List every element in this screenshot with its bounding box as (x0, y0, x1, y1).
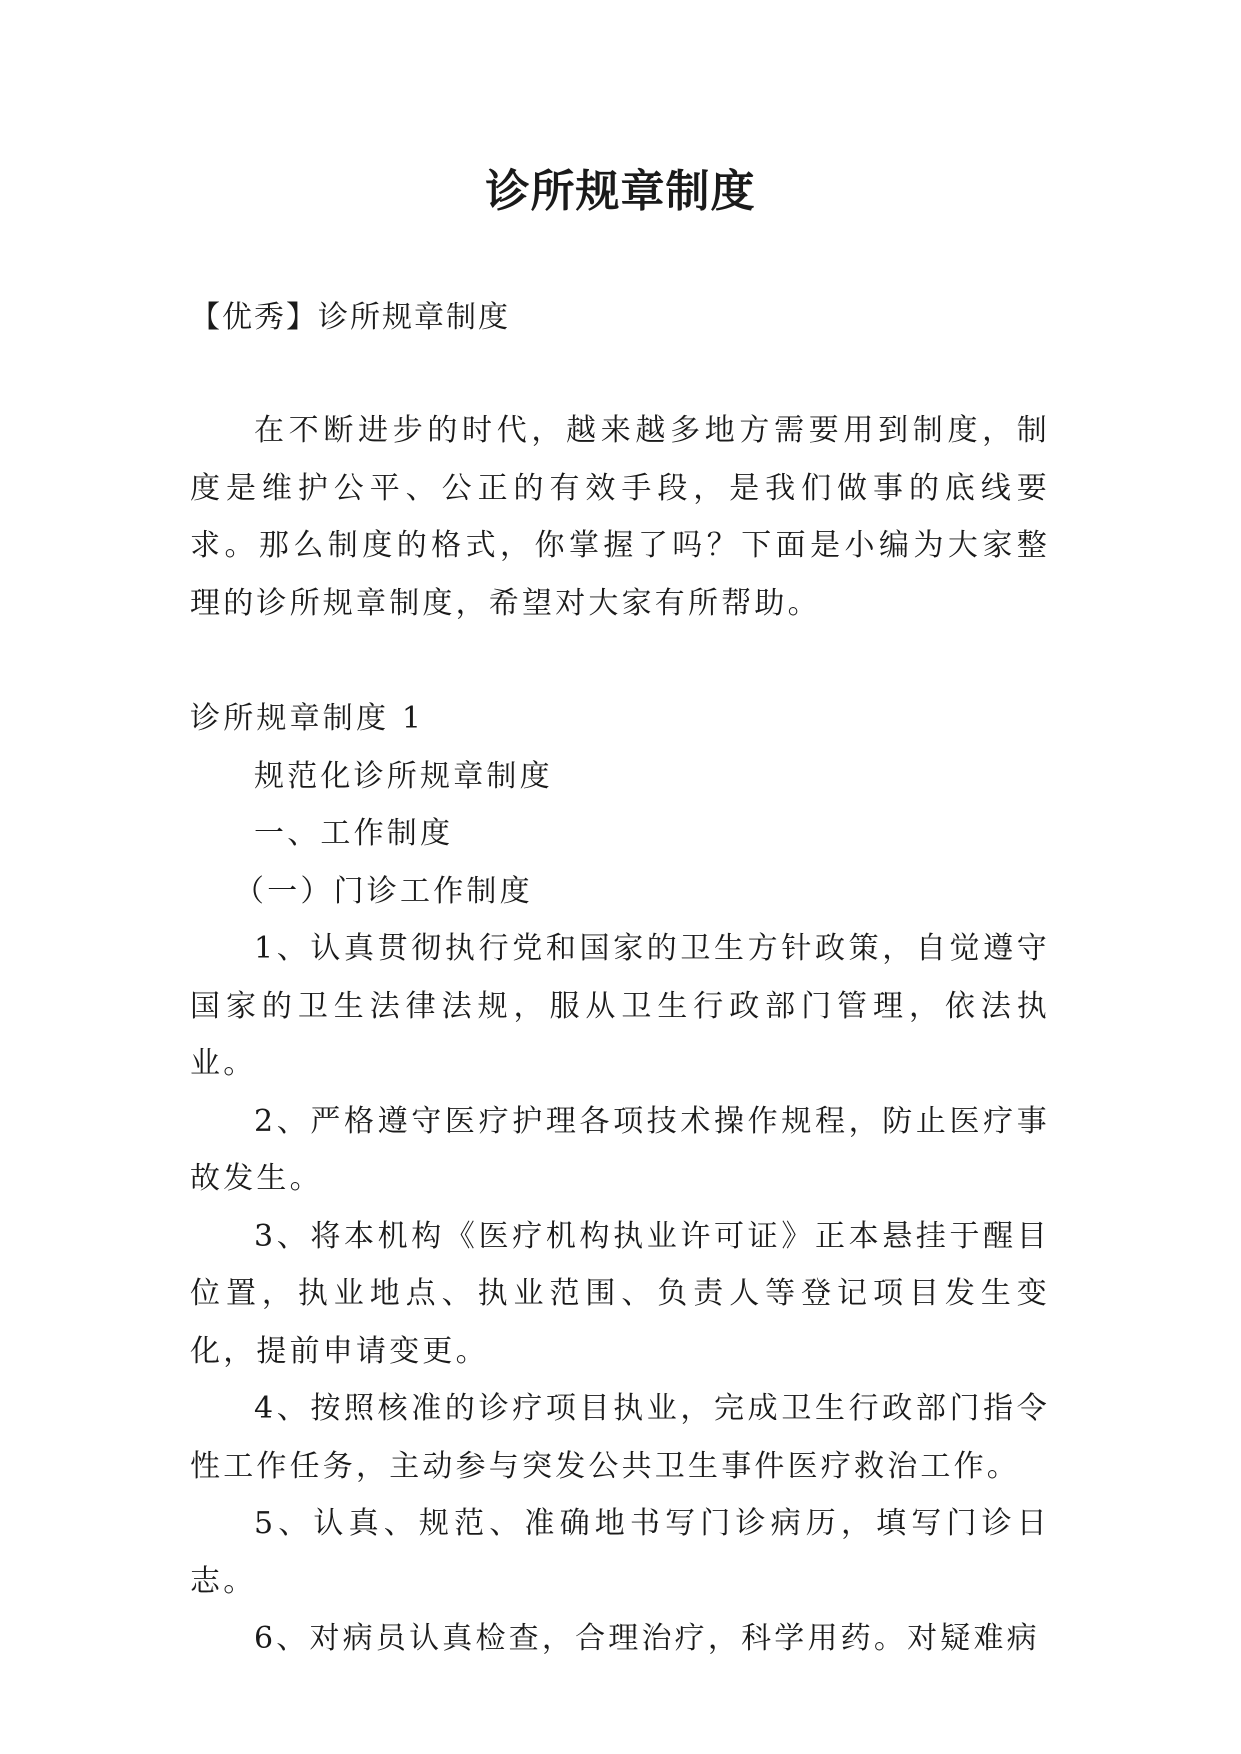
list-item: 4、按照核准的诊疗项目执业，完成卫生行政部门指令性工作任务，主动参与突发公共卫生事件医疗救治工作。 (190, 1391, 1050, 1484)
section-line: （一）门诊工作制度 (234, 873, 533, 909)
list-item: 3、将本机构《医疗机构执业许可证》正本悬挂于醒目位置，执业地点、执业范围、负责人等登记项目发生变化，提前申请变更。 (190, 1218, 1050, 1369)
list-item: 6、对病员认真检查，合理治疗，科学用药。对疑难病 (254, 1621, 1040, 1656)
list-item: 1、认真贯彻执行党和国家的卫生方针政策，自觉遵守国家的卫生法律法规，服从卫生行政部门管理，依法执业。 (190, 931, 1050, 1081)
intro-block (190, 402, 1050, 632)
document-title: 诊所规章制度 (485, 166, 756, 217)
section-1-block (190, 690, 1050, 1668)
section-line: 一、工作制度 (254, 816, 454, 851)
intro-paragraph: 在不断进步的时代，越来越多地方需要用到制度，制度是维护公平、公正的有效手段，是我们做事的底线要求。那么制度的格式，你掌握了吗？下面是小编为大家整理的诊所规章制度，希望对大家有所帮助。 (190, 413, 1050, 621)
list-item: 2、严格遵守医疗护理各项技术操作规程，防止医疗事故发生。 (190, 1103, 1050, 1196)
section-line: 规范化诊所规章制度 (254, 758, 553, 794)
list-item: 5、认真、规范、准确地书写门诊病历，填写门诊日志。 (190, 1506, 1050, 1599)
document-subtitle: 【优秀】诊所规章制度 (190, 300, 510, 335)
section-heading: 诊所规章制度 1 (190, 701, 425, 736)
